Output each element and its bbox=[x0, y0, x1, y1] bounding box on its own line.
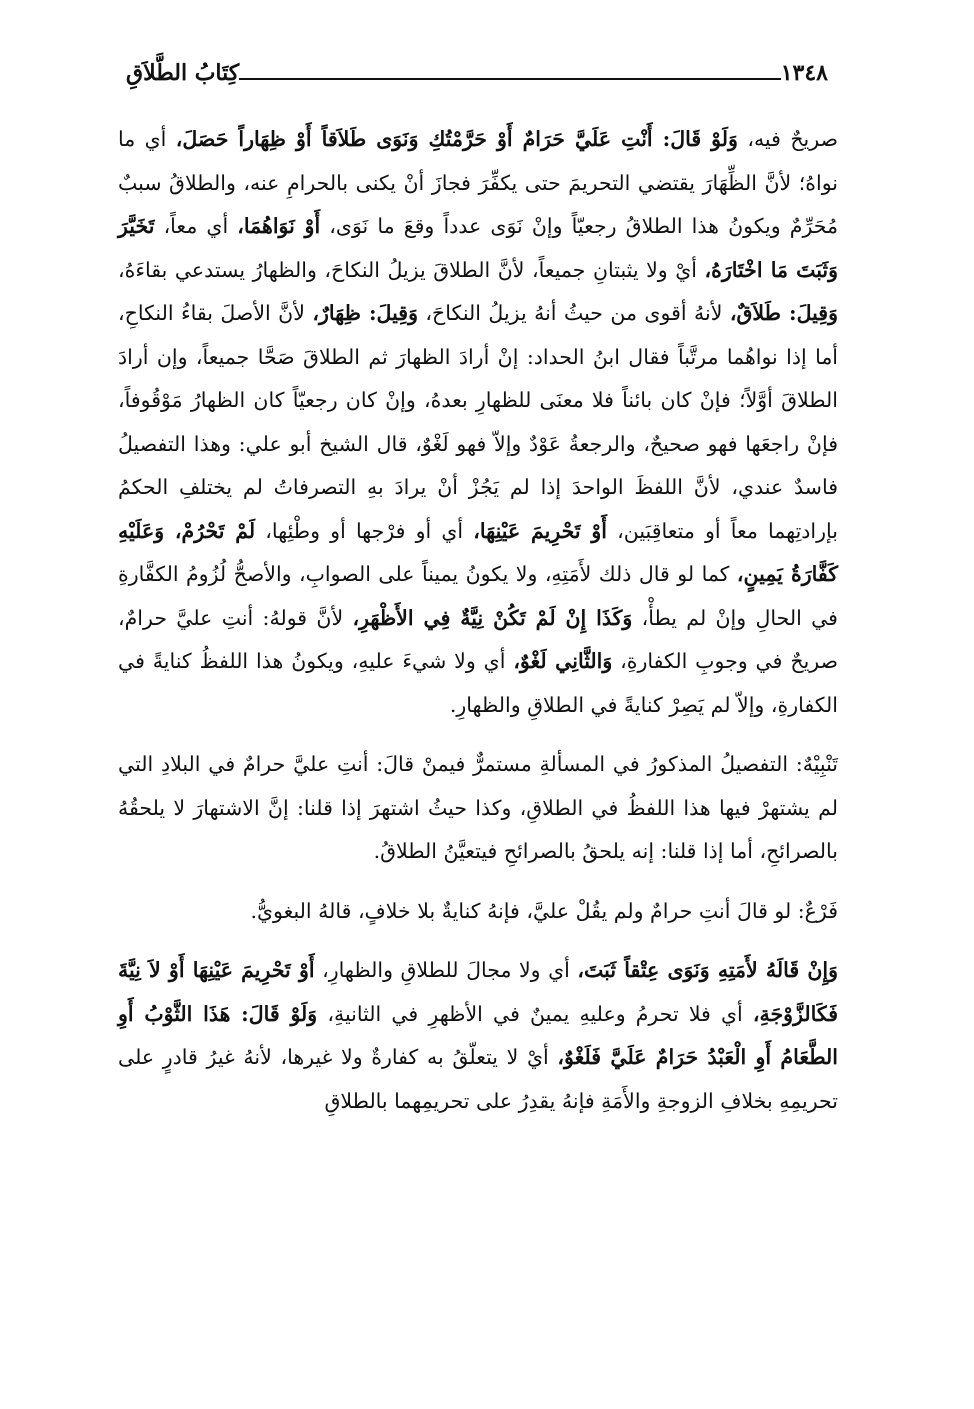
header-rule bbox=[239, 78, 780, 80]
matn-text: أَوْ تَحْرِيمَ عَيْنِهَا، bbox=[473, 518, 607, 543]
paragraph bbox=[118, 890, 838, 934]
main-text bbox=[118, 118, 838, 1123]
commentary-text: لأنَّ قولهُ: أنتِ عليَّ حرامٌ، صريحٌ في وجوبِ الكفارةِ، bbox=[118, 605, 838, 673]
commentary-text: أيْ لا يتعلّقُ به كفارةٌ ولا غيرها، لأنهُ غيرُ قادرٍ على تحريمِهِ بخلافِ الزوجةِ والأَمَةِ فإنهُ يقدِرُ على تحريمِهما بالطلاقِ bbox=[118, 1045, 838, 1113]
matn-text: لَمْ تَحْرُمْ، وَعَلَيْهِ كَفَّارَةُ يَمِينٍ، bbox=[118, 518, 838, 586]
paragraph bbox=[118, 118, 838, 727]
paragraph bbox=[118, 949, 838, 1123]
commentary-text: أي ولا شيءَ عليهِ، ويكونُ هذا اللفظُ كنايةً في الكفارةِ، وإلاّ لم يَصِرْ كنايةً في الطلاقِ والظهارِ. bbox=[118, 649, 838, 717]
matn-text: وَقِيلَ: طَلاَقٌ، bbox=[729, 301, 838, 325]
matn-text: وَكَذَا إِنْ لَمْ تَكُنْ نِيَّةٌ فِي الأَظْهَرِ، bbox=[352, 605, 633, 630]
matn-text: وَلَوْ قَالَ: أَنْتِ عَلَيَّ حَرَامٌ أَوْ حَرَّمْتُكِ وَنَوَى طَلاَقاً أَوْ ظِهَاراً حَصَلَ، bbox=[175, 127, 738, 151]
matn-text: أَوْ نَوَاهُمَا، bbox=[237, 214, 321, 238]
commentary-text: فَرْعٌ: لو قالَ أنتِ حرامٌ ولم يقُلْ عليَّ، فإنهُ كنايةٌ بلا خلافٍ، قالهُ البغويُّ. bbox=[250, 898, 838, 923]
matn-text: تَخَيَّرَ وَثَبَتَ مَا اخْتَارَهُ، bbox=[118, 214, 838, 282]
matn-text: وَقِيلَ: ظِهَارٌ، bbox=[312, 301, 418, 325]
commentary-text: أيْ ولا يثبتانِ جميعاً، لأنَّ الطلاقَ يزيلُ النكاحَ، والظهارُ يستدعي بقاءَهُ، bbox=[118, 257, 705, 282]
paragraph bbox=[118, 743, 838, 874]
matn-text: أَوْ تَحْرِيمَ عَيْنِهَا أَوْ لاَ نِيَّةَ فَكَالزَّوْجَةِ، bbox=[118, 958, 838, 1026]
commentary-text: لأنَّ الأصلَ بقاءُ النكاحِ، أما إذا نواهُما مرتَّباً فقال ابنُ الحداد: إنْ أرادَ الظهارَ ثم الطلاقَ صَحَّا جميعاً، وإن أرادَ الطلاقَ أوَّلاً؛ فإنْ كان بائناً فلا معنَى للظهارِ بعدهُ، وإنْ كان رجعيّاً كان الظهارُ مَوْقُوفاً، فإنْ راجعَها فهو صحيحٌ، والرجعةُ عَوْدٌ وإلاّ فهو لَغْوٌ، قال الشيخ أبو علي: وهذا التفصيلُ فاسدٌ عندي، لأنَّ اللفظَ الواحدَ إذا لم يَجُزْ أنْ يرادَ بهِ التصرفاتُ لم يختلفِ الحكمُ بإرادتِهما معاً أو متعاقِبَين، bbox=[118, 301, 838, 543]
matn-text: وَإِنْ قَالَهُ لأَمَتِهِ وَنَوَى عِتْقاً ثَبَتَ، bbox=[577, 958, 838, 982]
matn-text: وَلَوْ قَالَ: هَذَا الثَّوْبُ أَوِ الطَّعَامُ أَوِ الْعَبْدُ حَرَامٌ عَلَيَّ فَلَغْوٌ، bbox=[118, 1001, 838, 1069]
commentary-text: أي أو فرْجها أو وطْئِها، bbox=[255, 518, 474, 543]
commentary-text: تَنْبِيْهٌ: التفصيلُ المذكورُ في المسألةِ مستمرٌّ فيمنْ قالَ: أنتِ عليَّ حرامٌ في البلادِ التي لم يشتهرْ فيها هذا اللفظُ في الطلاقِ، وكذا حيثُ اشتهرَ إذا قلنا: إنَّ الاشتهارَ لا يلحقُهُ بالصرائحِ، أما إذا قلنا: إنه يلحقُ بالصرائحِ فيتعيَّنُ الطلاقُ. bbox=[118, 752, 838, 863]
commentary-text: كما لو قال ذلك لأَمَتِهِ، ولا يكونُ يميناً على الصوابِ، والأصحُّ لُزُومُ الكفَّارةِ في الحالِ وإنْ لم يطأْ، bbox=[118, 562, 838, 630]
commentary-text: لأنهُ أقوى من حيثُ أنهُ يزيلُ النكاحَ، bbox=[417, 301, 730, 325]
commentary-text: أي معاً، bbox=[154, 214, 238, 238]
commentary-text: أي ما نواهُ؛ لأنَّ الظِّهَارَ يقتضي التحريمَ حتى يكفِّرَ فجازَ أنْ يكنى بالحرامِ عنه، والطلاقُ سببٌ مُحَرِّمٌ ويكونُ هذا الطلاقُ رجعيّاً وإنْ نَوَى عدداً وقعَ ما نَوَى، bbox=[118, 127, 838, 238]
page-header bbox=[118, 50, 836, 84]
commentary-text: أي ولا مجالَ للطلاقِ والظهارِ، bbox=[314, 958, 578, 982]
page-number: ١٣٤٨ bbox=[780, 60, 828, 86]
running-title: كِتَابُ الطَّلاَقِ bbox=[126, 60, 240, 86]
commentary-text: أي فلا تحرمُ وعليهِ يمينٌ في الأظهرِ في الثانيةِ، bbox=[317, 1001, 753, 1026]
commentary-text: صريحٌ فيه، bbox=[737, 127, 838, 151]
matn-text: وَالثَّانِي لَغْوٌ، bbox=[513, 649, 613, 673]
